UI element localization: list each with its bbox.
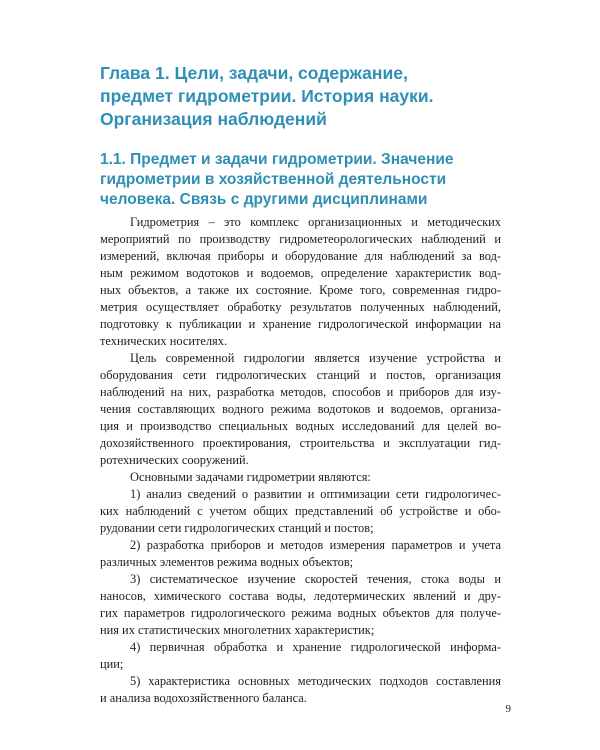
- paragraph-tasks-intro: [100, 469, 501, 486]
- text-line: гих параметров гидрологического режима водных объектов для получе-: [100, 606, 501, 620]
- chapter-title-line: предмет гидрометрии. История науки.: [100, 86, 434, 106]
- paragraph-goal: [100, 350, 501, 469]
- text-line: 2) разработка приборов и методов измерения параметров и учета: [130, 538, 501, 552]
- text-line: метрия осуществляет обработку результатов полученных наблюдений,: [100, 300, 501, 314]
- chapter-title: [100, 62, 520, 131]
- task-item-1: [100, 486, 501, 537]
- chapter-title-line: Организация наблюдений: [100, 109, 327, 129]
- text-line: Гидрометрия – это комплекс организационных и методических: [130, 215, 501, 229]
- text-line: ных объектов, а также их состояние. Кроме того, современная гидро-: [100, 283, 501, 297]
- text-line: 3) систематическое изучение скоростей течения, стока воды и: [130, 572, 501, 586]
- text-line: технических носителях.: [100, 334, 228, 348]
- text-line: ным режимом водотоков и водоемов, определение характеристик вод-: [100, 266, 501, 280]
- text-line: ротехнических сооружений.: [100, 453, 249, 467]
- task-item-5: [100, 673, 501, 707]
- text-line: 1) анализ сведений о развитии и оптимизации сети гидрологичес-: [130, 487, 501, 501]
- section-title-line: человека. Связь с другими дисциплинами: [100, 191, 428, 208]
- task-item-3: [100, 571, 501, 639]
- text-line: наносов, химического состава воды, ледотермических явлений и дру-: [100, 589, 501, 603]
- text-line: различных элементов режима водных объектов;: [100, 555, 354, 569]
- task-item-4: [100, 639, 501, 673]
- text-line: и анализа водохозяйственного баланса.: [100, 691, 307, 705]
- section-title: [100, 150, 520, 210]
- text-line: ния их статистических многолетних характеристик;: [100, 623, 375, 637]
- text-line: 4) первичная обработка и хранение гидрологической информа-: [130, 640, 501, 654]
- text-line: наблюдений на них, разработка методов, способов и приборов для изу-: [100, 385, 501, 399]
- text-line: ции;: [100, 657, 124, 671]
- text-line: мероприятий по производству гидрометеорологических наблюдений и: [100, 232, 501, 246]
- text-line: измерений, включая приборы и оборудование для наблюдений за вод-: [100, 249, 501, 263]
- text-line: рудовании сети гидрологических станций и постов;: [100, 521, 374, 535]
- text-line: Цель современной гидрологии является изучение устройства и: [130, 351, 501, 365]
- text-line: ких наблюдений с учетом общих представлений об устройстве и обо-: [100, 504, 501, 518]
- body-text: [100, 214, 501, 707]
- section-title-line: 1.1. Предмет и задачи гидрометрии. Значение: [100, 151, 454, 168]
- chapter-title-line: Глава 1. Цели, задачи, содержание,: [100, 63, 408, 83]
- text-line: оборудования сети гидрологических станций и постов, организация: [100, 368, 501, 382]
- text-line: 5) характеристика основных методических подходов составления: [130, 674, 501, 688]
- text-line: дохозяйственного проектирования, строительства и эксплуатации гид-: [100, 436, 501, 450]
- text-line: Основными задачами гидрометрии являются:: [130, 470, 371, 484]
- task-item-2: [100, 537, 501, 571]
- paragraph-definition: [100, 214, 501, 350]
- section-title-line: гидрометрии в хозяйственной деятельности: [100, 171, 447, 188]
- text-line: чения составляющих водного режима водотоков и водоемов, организа-: [100, 402, 501, 416]
- page-number: 9: [505, 703, 511, 715]
- text-line: подготовку к публикации и хранение гидрологической информации на: [100, 317, 501, 331]
- text-line: ция и производство специальных водных исследований для целей во-: [100, 419, 501, 433]
